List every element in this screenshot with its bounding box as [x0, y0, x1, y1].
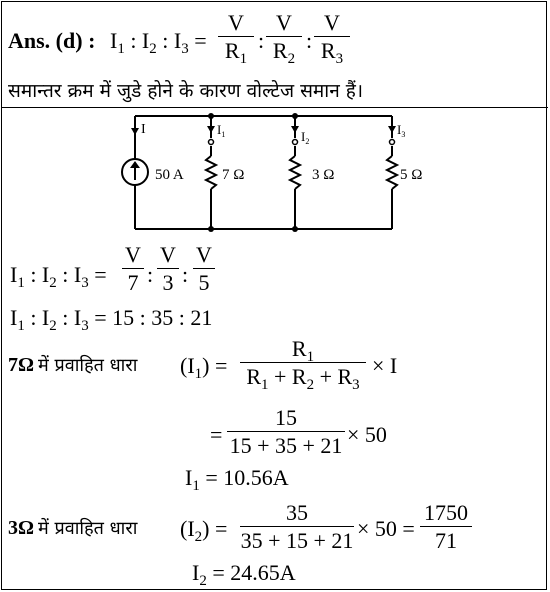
- source-value-label: 50 A: [155, 167, 184, 183]
- branch2-resistance: 3 Ω: [312, 167, 335, 183]
- total-current-label: I: [141, 122, 146, 137]
- branch1-current: $I_1$: [217, 122, 226, 139]
- branch2-current: $I_2$: [301, 129, 310, 146]
- arrow-up-icon: [130, 161, 140, 180]
- answer-ratio: $I_1$ : $I_2$ : $I_3$ =: [110, 28, 207, 57]
- fraction-v-7: V 7: [122, 242, 144, 296]
- i1-fraction-numeric: 15 15 + 35 + 21: [227, 405, 345, 459]
- i1-fraction: $R_1$ $R_1 + R_2 + R_3$: [240, 336, 366, 390]
- i1-result: $I_1 = 10.56A$: [185, 465, 289, 494]
- i2-prefix: 3Ω में प्रवाहित धारा: [8, 517, 138, 539]
- i1-prefix: 7Ω में प्रवाहित धारा: [8, 354, 138, 376]
- ratio-separator: :: [147, 262, 154, 287]
- i2-times-50: × 50 =: [357, 516, 415, 541]
- i2-variable: $(I_2)$ =: [180, 516, 228, 545]
- fraction-v-r1: V $R_1$: [218, 10, 254, 64]
- hindi-note: समान्तर क्रम में जुडे होने के कारण वोल्टेज समान हैं।: [8, 80, 364, 102]
- section-divider: [1, 107, 548, 108]
- i2-result: $I_2 = 24.65A$: [192, 560, 296, 589]
- current-arrow-icon: [131, 120, 396, 135]
- branch1-resistance: 7 Ω: [222, 167, 245, 183]
- fraction-v-r3: V $R_3$: [314, 10, 350, 64]
- fraction-v-3: V 3: [157, 242, 179, 296]
- ratio-separator: :: [306, 28, 313, 53]
- i2-fraction: 35 35 + 15 + 21: [240, 500, 354, 554]
- i1-eq: =: [210, 422, 223, 447]
- i1-variable: $(I_1)$ =: [180, 353, 228, 382]
- ratio-separator: :: [258, 28, 265, 53]
- step2-ratio: $I_1$ : $I_2$ : $I_3 = 15$ : 35 : 21: [10, 305, 213, 334]
- ratio-separator: :: [182, 262, 189, 287]
- circuit-diagram: [0, 110, 550, 240]
- answer-label: Ans. (d) :: [8, 28, 96, 53]
- fraction-v-r2: V $R_2$: [266, 10, 302, 64]
- i2-fraction-result: 1750 71: [420, 500, 472, 554]
- branch3-current: $I_3$: [397, 122, 406, 139]
- branch3-resistance: 5 Ω: [400, 167, 423, 183]
- i1-times-50: × 50: [347, 422, 387, 447]
- step1-lhs: $I_1$ : $I_2$ : $I_3$ =: [10, 262, 107, 291]
- i1-times: × I: [372, 353, 398, 378]
- fraction-v-5: V 5: [193, 242, 215, 296]
